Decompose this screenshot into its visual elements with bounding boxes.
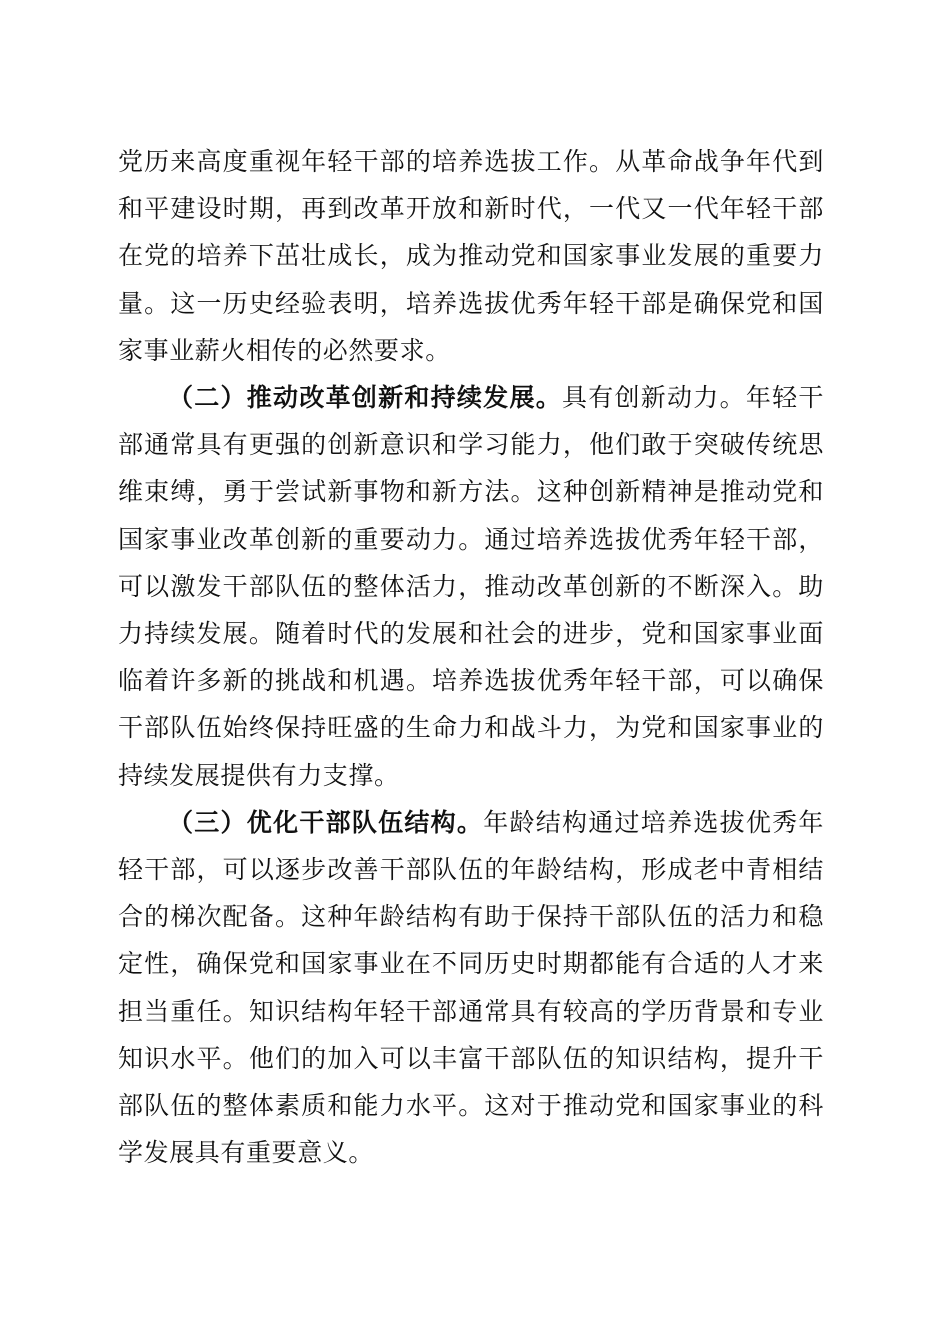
section-heading-2: （二）推动改革创新和持续发展。 <box>168 383 562 413</box>
section-heading-3: （三）优化干部队伍结构。 <box>168 807 484 837</box>
paragraph-2 <box>118 374 824 799</box>
document-body <box>118 138 824 1176</box>
paragraph-2-text: 具有创新动力。年轻干部通常具有更强的创新意识和学习能力，他们敢于突破传统思维束缚，勇于尝试新事物和新方法。这种创新精神是推动党和国家事业改革创新的重要动力。通过培养选拔优秀年轻干部，可以激发干部队伍的整体活力，推动改革创新的不断深入。助力持续发展。随着时代的发展和社会的进步，党和国家事业面临着许多新的挑战和机遇。培养选拔优秀年轻干部，可以确保干部队伍始终保持旺盛的生命力和战斗力，为党和国家事业的持续发展提供有力支撑。 <box>118 383 824 790</box>
paragraph-1 <box>118 138 824 374</box>
paragraph-3 <box>118 799 824 1177</box>
paragraph-3-text: 年龄结构通过培养选拔优秀年轻干部，可以逐步改善干部队伍的年龄结构，形成老中青相结合的梯次配备。这种年龄结构有助于保持干部队伍的活力和稳定性，确保党和国家事业在不同历史时期都能有合适的人才来担当重任。知识结构年轻干部通常具有较高的学历背景和专业知识水平。他们的加入可以丰富干部队伍的知识结构，提升干部队伍的整体素质和能力水平。这对于推动党和国家事业的科学发展具有重要意义。 <box>118 807 824 1168</box>
paragraph-1-text: 党历来高度重视年轻干部的培养选拔工作。从革命战争年代到和平建设时期，再到改革开放和新时代，一代又一代年轻干部在党的培养下茁壮成长，成为推动党和国家事业发展的重要力量。这一历史经验表明，培养选拔优秀年轻干部是确保党和国家事业薪火相传的必然要求。 <box>118 147 824 365</box>
